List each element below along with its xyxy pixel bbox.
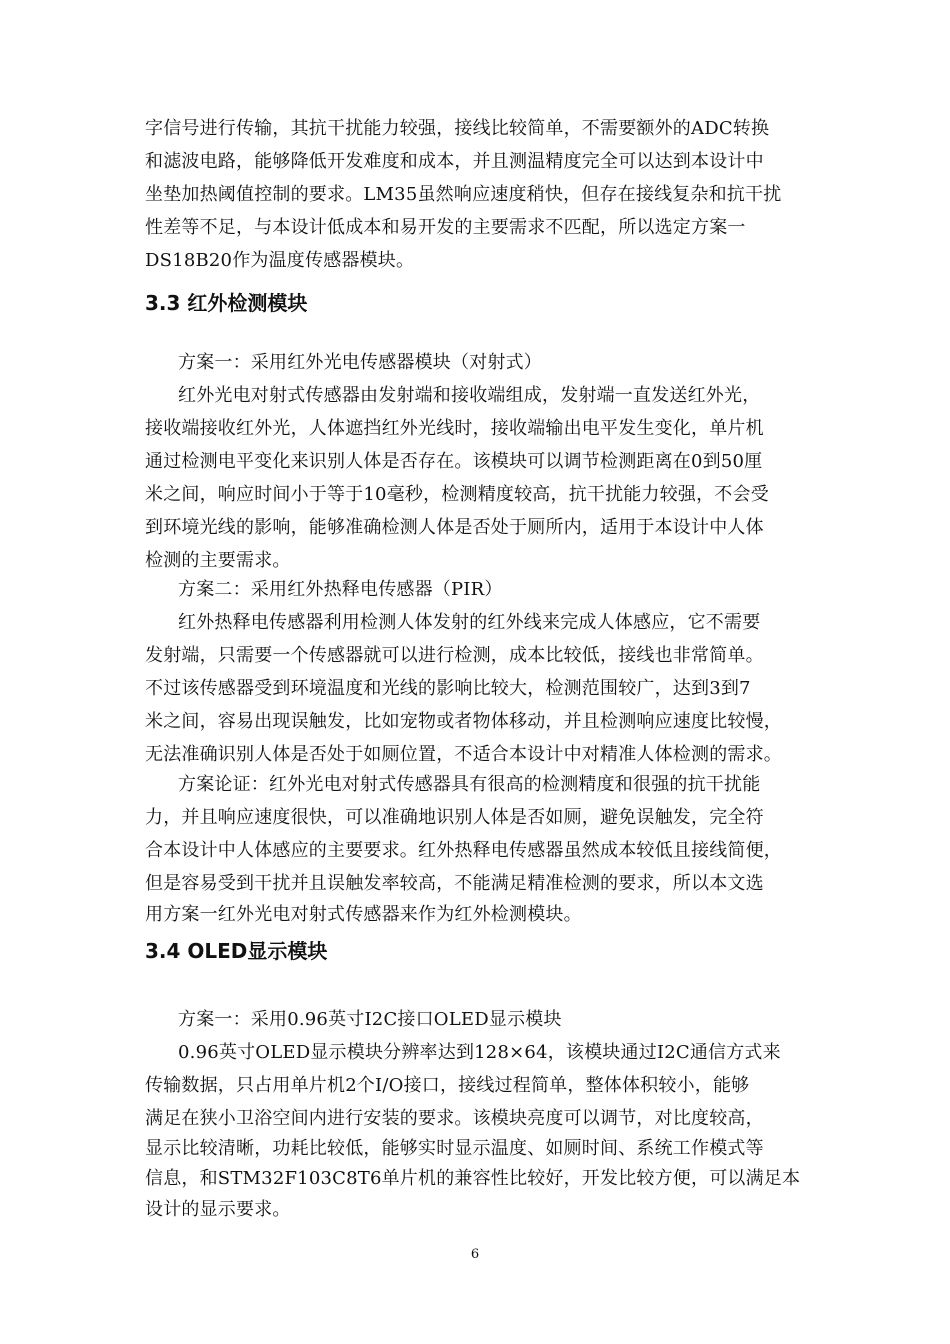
paragraph-line: 接收端接收红外光，人体遮挡红外光线时，接收端输出电平发生变化，单片机 — [145, 418, 764, 439]
paragraph-line: 红外光电对射式传感器由发射端和接收端组成，发射端一直发送红外光， — [178, 385, 761, 406]
section-heading-3-4: 3.4 OLED显示模块 — [145, 939, 328, 963]
paragraph-line: 满足在狭小卫浴空间内进行安装的要求。该模块亮度可以调节，对比度较高， — [145, 1108, 764, 1129]
scheme-title: 方案一：采用0.96英寸I2C接口OLED显示模块 — [178, 1009, 562, 1030]
paragraph-line: 发射端，只需要一个传感器就可以进行检测，成本比较低，接线也非常简单。 — [145, 645, 764, 666]
page-number: 6 — [470, 1247, 480, 1262]
paragraph-line: 通过检测电平变化来识别人体是否存在。该模块可以调节检测距离在0到50厘 — [145, 451, 763, 472]
paragraph-line: DS18B20作为温度传感器模块。 — [145, 250, 415, 271]
paragraph-line: 用方案一红外光电对射式传感器来作为红外检测模块。 — [145, 904, 582, 925]
paragraph-line: 显示比较清晰，功耗比较低，能够实时显示温度、如厕时间、系统工作模式等 — [145, 1138, 764, 1159]
paragraph-line: 合本设计中人体感应的主要要求。红外热释电传感器虽然成本较低且接线简便， — [145, 840, 782, 861]
paragraph-line: 0.96英寸OLED显示模块分辨率达到128×64，该模块通过I2C通信方式来 — [178, 1042, 781, 1063]
paragraph-line: 性差等不足，与本设计低成本和易开发的主要需求不匹配，所以选定方案一 — [145, 217, 746, 238]
paragraph-line: 无法准确识别人体是否处于如厕位置，不适合本设计中对精准人体检测的需求。 — [145, 744, 782, 765]
paragraph-line: 设计的显示要求。 — [145, 1199, 291, 1220]
paragraph-line: 不过该传感器受到环境温度和光线的影响比较大，检测范围较广，达到3到7 — [145, 678, 751, 699]
paragraph-line: 力，并且响应速度很快，可以准确地识别人体是否如厕，避免误触发，完全符 — [145, 807, 764, 828]
paragraph-line: 坐垫加热阈值控制的要求。LM35虽然响应速度稍快，但存在接线复杂和抗干扰 — [145, 184, 782, 205]
paragraph-line: 但是容易受到干扰并且误触发率较高，不能满足精准检测的要求，所以本文选 — [145, 873, 764, 894]
paragraph-line: 方案论证：红外光电对射式传感器具有很高的检测精度和很强的抗干扰能 — [178, 774, 761, 795]
paragraph-line: 红外热释电传感器利用检测人体发射的红外线来完成人体感应，它不需要 — [178, 612, 761, 633]
paragraph-line: 和滤波电路，能够降低开发难度和成本，并且测温精度完全可以达到本设计中 — [145, 151, 764, 172]
paragraph-line: 米之间，响应时间小于等于10毫秒，检测精度较高，抗干扰能力较强，不会受 — [145, 484, 769, 505]
scheme-title: 方案二：采用红外热释电传感器（PIR） — [178, 579, 503, 600]
paragraph-line: 传输数据，只占用单片机2个I/O接口，接线过程简单，整体体积较小，能够 — [145, 1075, 750, 1096]
paragraph-line: 信息，和STM32F103C8T6单片机的兼容性比较好，开发比较方便，可以满足本 — [145, 1168, 801, 1189]
section-heading-3-3: 3.3 红外检测模块 — [145, 291, 308, 315]
paragraph-line: 检测的主要需求。 — [145, 550, 291, 571]
paragraph-line: 米之间，容易出现误触发，比如宠物或者物体移动，并且检测响应速度比较慢， — [145, 711, 782, 732]
scheme-title: 方案一：采用红外光电传感器模块（对射式） — [178, 352, 542, 373]
paragraph-line: 到环境光线的影响，能够准确检测人体是否处于厕所内，适用于本设计中人体 — [145, 517, 764, 538]
paragraph-line: 字信号进行传输，其抗干扰能力较强，接线比较简单，不需要额外的ADC转换 — [145, 118, 770, 139]
